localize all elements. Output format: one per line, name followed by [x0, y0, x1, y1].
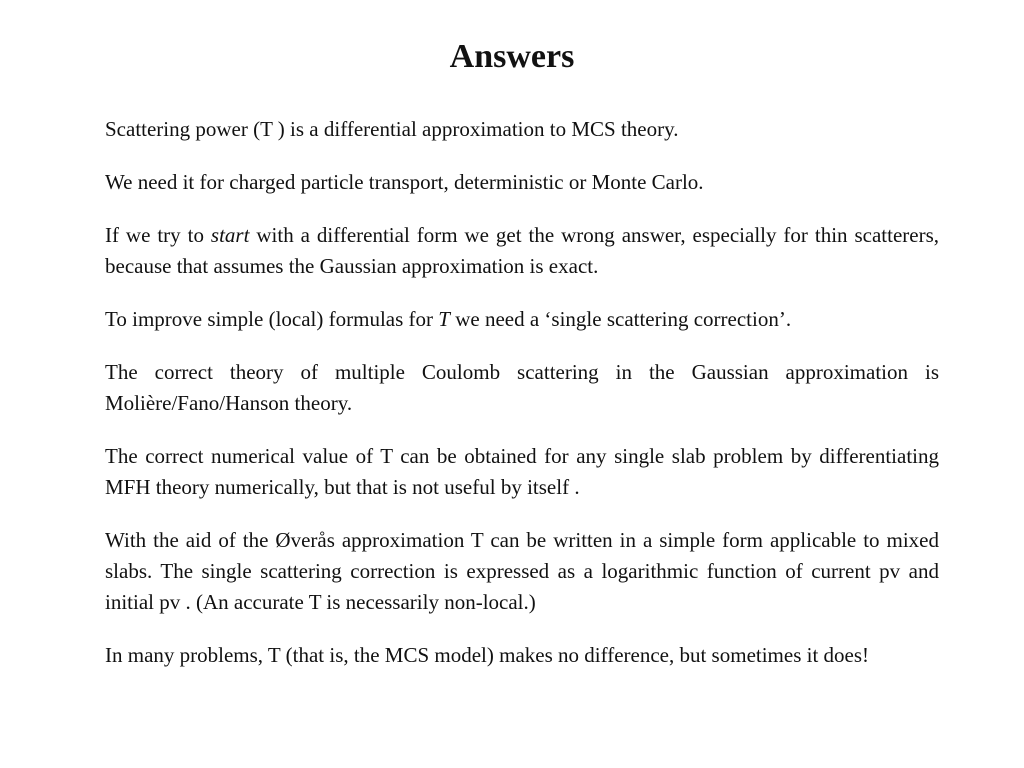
paragraph-moliere-theory: The correct theory of multiple Coulomb scattering in the Gaussian approximation is Molière/Fano/Hanson theory.: [105, 360, 939, 415]
paragraph-single-scattering-correction: [105, 304, 939, 335]
slide-title: Answers: [449, 38, 575, 75]
emphasis-start: start: [210, 223, 250, 247]
paragraph-scattering-power: Scattering power (T ) is a differential approximation to MCS theory.: [105, 117, 679, 141]
paragraph-differential-form: [105, 220, 939, 282]
paragraph-overas-approximation: With the aid of the Øverås approximation T can be written in a simple form applicable to mixed slabs. The single scattering correction is expressed as a logarithmic function of current pv and initial pv . (An accurate T is necessarily non-local.): [105, 528, 939, 614]
slide-body: [105, 114, 939, 693]
paragraph-numerical-value: The correct numerical value of T can be obtained for any single slab problem by differentiating MFH theory numerically, but that is not useful by itself .: [105, 444, 939, 499]
paragraph-text-after: with a differential form we get the wrong answer, especially for thin scatterers, because that assumes the Gaussian approximation is exact.: [105, 223, 939, 278]
paragraph-mcs-model: In many problems, T (that is, the MCS model) makes no difference, but sometimes it does!: [105, 643, 870, 667]
emphasis-t: T: [438, 307, 450, 331]
paragraph-text-before: If we try to: [105, 223, 211, 247]
paragraph-text-before: To improve simple (local) formulas for: [105, 307, 439, 331]
paragraph-text-after: we need a ‘single scattering correction’.: [449, 307, 792, 331]
paragraph-charged-transport: We need it for charged particle transport, deterministic or Monte Carlo.: [105, 170, 704, 194]
